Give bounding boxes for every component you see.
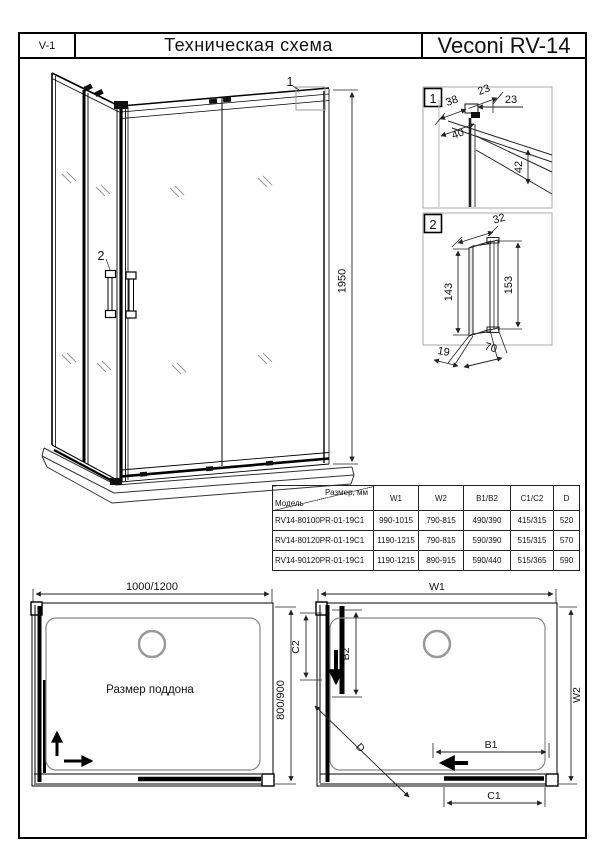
callout-1-label: 1 xyxy=(286,75,294,89)
model-cell: RV14-90120PR-01-19C1 xyxy=(273,551,374,571)
dim-w2: W2 xyxy=(571,687,583,703)
table-corner-cell xyxy=(273,486,374,511)
size-cell: 890-915 xyxy=(419,551,464,571)
dim-d: D xyxy=(353,740,368,755)
dim-1000-1200: 1000/1200 xyxy=(126,581,178,593)
iso-enclosure-drawing xyxy=(42,73,358,503)
detail-2-number: 2 xyxy=(429,218,437,232)
page-title: Техническая схема xyxy=(164,35,333,55)
size-cell: 520 xyxy=(554,511,580,531)
dim-38: 38 xyxy=(444,93,460,109)
col-w1: W1 xyxy=(374,486,419,511)
size-cell: 515/365 xyxy=(511,551,554,571)
plan-right xyxy=(300,589,577,807)
dim-143: 143 xyxy=(443,282,455,302)
dim-23-diag: 23 xyxy=(476,82,492,98)
size-cell: 570 xyxy=(554,531,580,551)
dim-c1: C1 xyxy=(487,790,501,802)
dim-40: 40 xyxy=(450,126,466,142)
detail-1-number: 1 xyxy=(429,92,437,106)
detail-1-box xyxy=(423,87,552,208)
size-cell: 1190-1215 xyxy=(374,551,419,571)
size-cell: 990-1015 xyxy=(374,511,419,531)
col-w2: W2 xyxy=(419,486,464,511)
dim-1950: 1950 xyxy=(336,268,349,294)
dim-b1: B1 xyxy=(484,739,498,751)
model-cell: RV14-80120PR-01-19C1 xyxy=(273,531,374,551)
size-cell: 1190-1215 xyxy=(374,531,419,551)
size-cell: 790-815 xyxy=(419,511,464,531)
dim-800-900: 800/900 xyxy=(275,680,287,720)
table-header-row xyxy=(273,486,580,511)
brand-model: Veconi RV-14 xyxy=(421,34,585,57)
corner-model-label: Модель xyxy=(275,499,304,508)
glass-marks xyxy=(62,172,272,374)
table-row xyxy=(273,511,580,531)
dim-c2: C2 xyxy=(290,640,302,654)
col-c1c2: C1/C2 xyxy=(511,486,554,511)
table-row xyxy=(273,551,580,571)
door-handle-left xyxy=(106,271,116,318)
callout-2-label: 2 xyxy=(97,249,105,263)
size-cell: 415/315 xyxy=(511,511,554,531)
model-cell: RV14-80100PR-01-19C1 xyxy=(273,511,374,531)
size-cell: 515/315 xyxy=(511,531,554,551)
dim-153: 153 xyxy=(503,275,515,295)
door-handle-front xyxy=(126,272,136,318)
doc-code: V-1 xyxy=(20,34,76,57)
size-cell: 790-815 xyxy=(419,531,464,551)
dim-w1: W1 xyxy=(429,581,445,593)
dim-23-h: 23 xyxy=(504,94,518,106)
dim-19: 19 xyxy=(436,345,451,360)
table-row xyxy=(273,531,580,551)
size-cell: 490/390 xyxy=(464,511,511,531)
dim-32: 32 xyxy=(491,211,507,227)
size-table xyxy=(272,485,580,571)
dim-42: 42 xyxy=(513,160,525,174)
size-cell: 590/390 xyxy=(464,531,511,551)
col-d: D xyxy=(554,486,580,511)
corner-size-label: Размер, мм xyxy=(325,488,368,497)
dim-b2: B2 xyxy=(340,647,352,661)
dim-70: 70 xyxy=(483,340,499,356)
col-b1b2: B1/B2 xyxy=(464,486,511,511)
tray-size-label: Размер поддона xyxy=(106,684,194,696)
size-cell: 590 xyxy=(554,551,580,571)
size-cell: 590/440 xyxy=(464,551,511,571)
